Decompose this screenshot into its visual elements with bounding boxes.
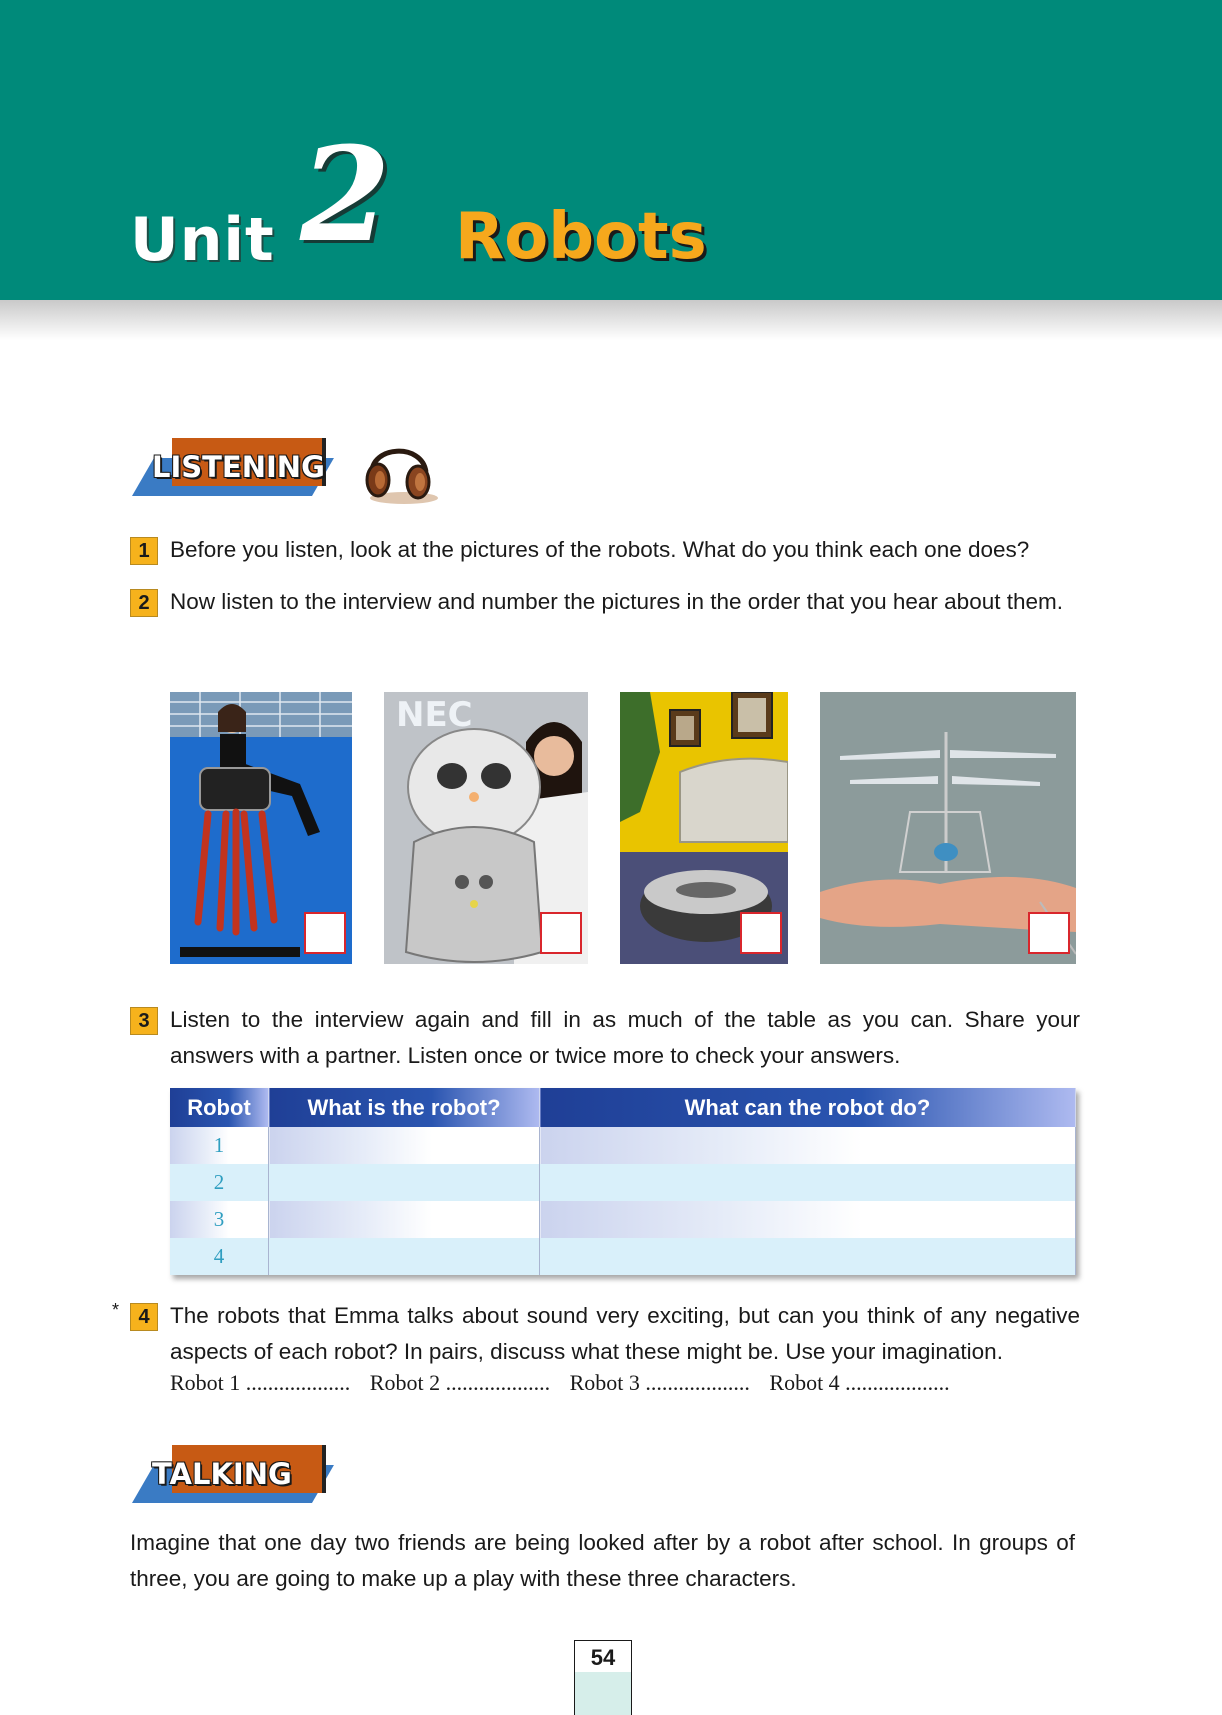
question-number-badge: 1 xyxy=(130,537,158,565)
what-is-cell[interactable] xyxy=(269,1238,540,1275)
photo-walking-chair-robot xyxy=(170,692,352,964)
column-header-what-is: What is the robot? xyxy=(269,1088,540,1127)
question-text: Before you listen, look at the pictures of the robots. What do you think each one does? xyxy=(170,537,1030,562)
optional-marker: * xyxy=(112,1300,120,1320)
order-number-box[interactable] xyxy=(1028,912,1070,954)
robot-3-blank[interactable]: Robot 3 ................... xyxy=(569,1370,750,1395)
robot-1-blank[interactable]: Robot 1 ................... xyxy=(170,1370,351,1395)
unit-label: Unit xyxy=(130,205,275,275)
talking-instructions: Imagine that one day two friends are being looked after by a robot after school. In groups of three, you are going to make up a play with these three characters. xyxy=(130,1530,1075,1591)
column-header-robot: Robot xyxy=(170,1088,269,1127)
listening-label: LISTENING xyxy=(152,450,325,484)
question-3 xyxy=(130,1002,1080,1074)
listening-section-tag xyxy=(132,438,325,496)
robot-4-blank[interactable]: Robot 4 ................... xyxy=(769,1370,950,1395)
table-row xyxy=(170,1201,1076,1238)
talking-section-tag xyxy=(132,1445,322,1503)
question-number-badge: 2 xyxy=(130,589,158,617)
table-row xyxy=(170,1164,1076,1201)
column-header-what-can: What can the robot do? xyxy=(540,1088,1076,1127)
robot-number-cell: 4 xyxy=(170,1238,269,1275)
photo-helicopter-robot xyxy=(820,692,1076,964)
table-header-row xyxy=(170,1088,1076,1127)
talking-label: TALKING xyxy=(152,1457,292,1491)
question-number-badge: 4 xyxy=(130,1303,158,1331)
unit-number: 2 xyxy=(300,118,391,271)
unit-title: Robots xyxy=(455,200,707,274)
headphones-icon xyxy=(360,438,440,506)
robot-answer-blanks xyxy=(170,1370,964,1396)
question-4 xyxy=(130,1298,1080,1370)
what-is-cell[interactable] xyxy=(269,1201,540,1238)
robot-number-cell: 2 xyxy=(170,1164,269,1201)
order-number-box[interactable] xyxy=(740,912,782,954)
robot-number-cell: 1 xyxy=(170,1127,269,1164)
robots-table xyxy=(170,1088,1076,1275)
what-can-cell[interactable] xyxy=(540,1201,1076,1238)
robot-2-blank[interactable]: Robot 2 ................... xyxy=(369,1370,551,1395)
table-row xyxy=(170,1238,1076,1275)
what-can-cell[interactable] xyxy=(540,1238,1076,1275)
robot-number-cell: 3 xyxy=(170,1201,269,1238)
what-is-cell[interactable] xyxy=(269,1127,540,1164)
question-number-badge: 3 xyxy=(130,1007,158,1035)
banner-shadow xyxy=(0,300,1222,340)
nec-logo-text: NEC xyxy=(396,695,473,735)
question-1 xyxy=(130,532,1080,568)
photo-vacuum-robot xyxy=(620,692,788,964)
question-text: Listen to the interview again and fill in as much of the table as you can. Share your answers with a partner. Listen once or twice more to check your answers. xyxy=(170,1007,1080,1068)
question-text: Now listen to the interview and number the pictures in the order that you hear about them. xyxy=(170,589,1064,614)
what-can-cell[interactable] xyxy=(540,1164,1076,1201)
what-can-cell[interactable] xyxy=(540,1127,1076,1164)
page-number: 54 xyxy=(574,1640,632,1715)
photo-nec-robot xyxy=(384,692,588,964)
table-row xyxy=(170,1127,1076,1164)
order-number-box[interactable] xyxy=(540,912,582,954)
what-is-cell[interactable] xyxy=(269,1164,540,1201)
order-number-box[interactable] xyxy=(304,912,346,954)
question-text: The robots that Emma talks about sound very exciting, but can you think of any negative aspects of each robot? In pairs, discuss what these might be. Use your imagination. xyxy=(170,1303,1080,1364)
question-2 xyxy=(130,584,1080,620)
